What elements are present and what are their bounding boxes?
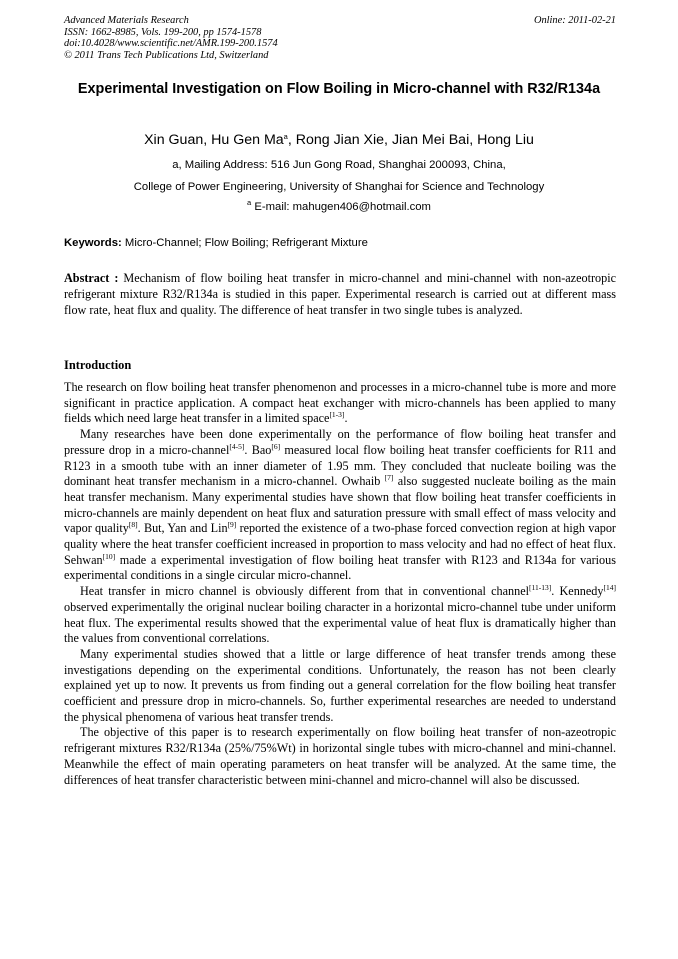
author-list <box>64 131 614 149</box>
affiliation-institution: College of Power Engineering, University of Shanghai for Science and Technology <box>133 181 545 193</box>
keywords-label: Keywords: <box>64 237 122 249</box>
text-run: measured local flow boiling heat transfer coefficients for R11 and R123 in a smooth tube with an inner diameter of 1.95 mm. They concluded that nucleate boiling was the dominant heat transfer mechanism in a micro-channel. Owhaib <box>64 442 616 489</box>
text-run: . Bao <box>244 442 272 457</box>
abstract-separator: : <box>114 271 119 285</box>
email-text: E-mail: mahugen406@hotmail.com <box>254 201 431 213</box>
copyright-line: © 2011 Trans Tech Publications Ltd, Switzerland <box>64 49 269 61</box>
paragraph <box>64 380 616 427</box>
keywords <box>64 236 616 250</box>
text-run: reported the existence of a two-phase forced convection region at high vapor quality where the heat transfer coefficient increased in proportion to mass velocity and had no effect of heat flux. Sehwan <box>64 521 616 567</box>
paper-title: Experimental Investigation on Flow Boiling in Micro-channel with R32/R134a <box>77 81 601 97</box>
paragraph: Many experimental studies showed that a little or large difference of heat transfer trends among these investigations depending on the experimental conditions. Unfortunately, the reason has not been clearly explained yet up to now. It prevents us from finding out a general correlation for the flow boiling heat transfer coefficient and pressure drop in micro-channels. So, further experimental researches are needed to understand the physical phenomena of various heat transfer trends. <box>64 646 616 724</box>
authors-first: Xin Guan, Hu Gen Ma <box>144 132 284 148</box>
citation: [10] <box>102 551 116 561</box>
online-date: Online: 2011-02-21 <box>533 15 616 26</box>
section-heading-introduction: Introduction <box>64 358 132 372</box>
text-run: . But, Yan and Lin <box>137 521 228 536</box>
abstract <box>64 271 616 318</box>
paragraph <box>64 427 616 584</box>
citation: [4-5] <box>229 441 245 451</box>
citation: [8] <box>128 520 138 530</box>
citation: [9] <box>227 520 237 530</box>
introduction-body <box>64 380 616 788</box>
citation: [7] <box>384 473 394 483</box>
text-run: . <box>344 411 348 426</box>
affiliation-address: a, Mailing Address: 516 Jun Gong Road, Shanghai 200093, China, <box>172 159 506 171</box>
journal-header <box>64 15 616 61</box>
text-run: . Kennedy <box>551 584 604 599</box>
doi-line: doi:10.4028/www.scientific.net/AMR.199-200.1574 <box>64 38 278 49</box>
citation: [14] <box>603 583 616 593</box>
affiliation-email <box>64 200 614 214</box>
abstract-label: Abstract <box>64 271 110 285</box>
text-run: Many researches have been done experimentally on the performance of flow boiling heat transfer and pressure drop in a micro-channel <box>64 427 616 457</box>
citation: [11-13] <box>529 583 552 593</box>
abstract-text: Mechanism of flow boiling heat transfer in micro-channel and mini-channel with non-azeotropic refrigerant mixture R32/R134a is studied in this paper. Experimental research is carried out at different mass flow rate, heat flux and quality. The difference of heat transfer in two single tubes is analyzed. <box>64 271 617 317</box>
keywords-text: Micro-Channel; Flow Boiling; Refrigerant Mixture <box>124 237 368 249</box>
text-run: The research on flow boiling heat transfer phenomenon and processes in a micro-channel tube is more and more significant in practice application. A compact heat exchanger with micro-channels has been applied to many fields which need large heat transfer in a limited space <box>64 380 616 426</box>
text-run: made a experimental investigation of flow boiling heat transfer with R123 and R134a for various experimental conditions in a single circular micro-channel. <box>64 552 616 583</box>
journal-name: Advanced Materials Research <box>64 15 189 26</box>
text-run: also suggested nucleate boiling as the main heat transfer mechanism. Many experimental studies have shown that flow boiling heat transfer coefficients in micro-channels are mainly dependent on heat flux and saturation pressure with small effect of mass velocity and vapor quality <box>64 474 616 536</box>
paragraph: The objective of this paper is to research experimentally on flow boiling heat transfer of non-azeotropic refrigerant mixtures R32/R134a (25%/75%Wt) in horizontal single tubes with micro-channel and mini-channel. Meanwhile the effect of main operating parameters on heat transfer will be analyzed. At the same time, the differences of heat transfer characteristic between mini-channel and micro-channel will also be discussed. <box>64 725 616 787</box>
authors-rest: , Rong Jian Xie, Jian Mei Bai, Hong Liu <box>287 132 534 148</box>
text-run: Heat transfer in micro channel is obviously different from that in conventional channel <box>80 584 529 599</box>
author-affiliation-mark: a <box>283 132 288 141</box>
citation: [6] <box>271 441 281 451</box>
text-run: observed experimentally the original nuclear boiling character in a horizontal micro-channel tube under uniform heat flux. The experimental results showed that the experimental value of heat flux is dramatically higher than the values from conventional correlations. <box>64 599 616 646</box>
email-mark: a <box>247 198 252 207</box>
issn-line: ISSN: 1662-8985, Vols. 199-200, pp 1574-1578 <box>64 26 262 38</box>
citation: [1-3] <box>329 410 345 420</box>
paragraph <box>64 584 616 647</box>
